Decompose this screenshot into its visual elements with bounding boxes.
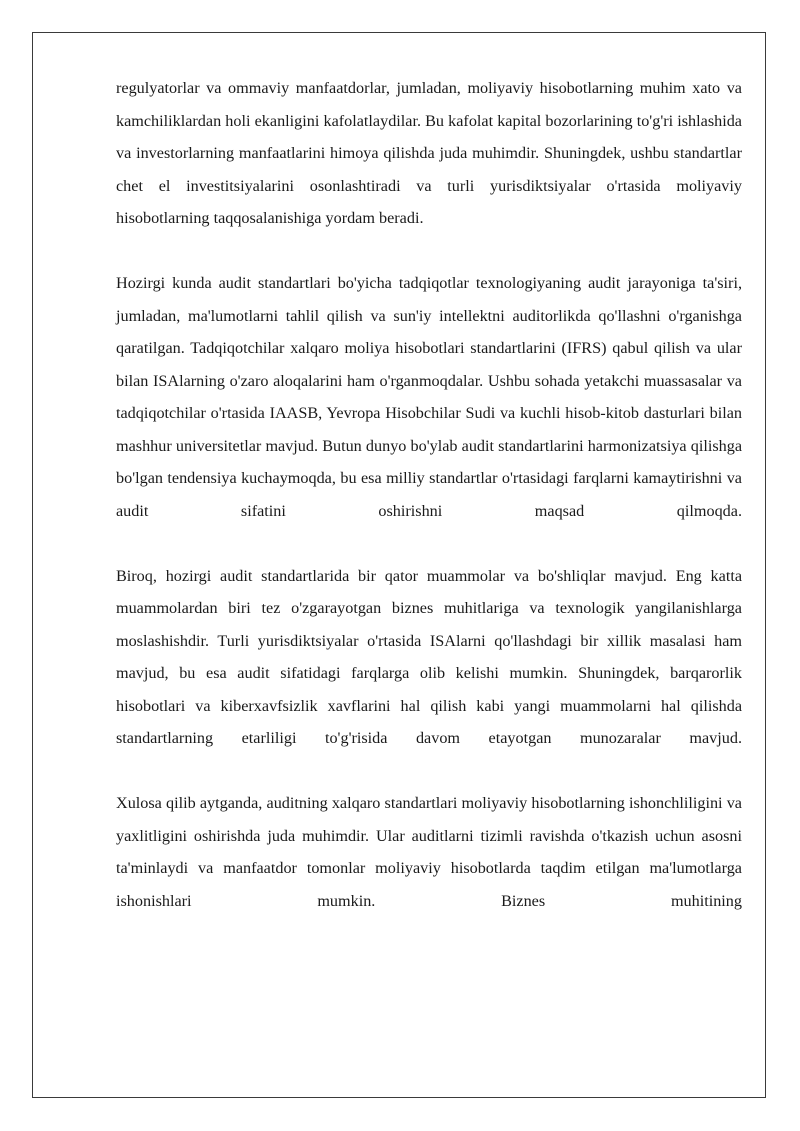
paragraph-gap [116,527,742,560]
document-body [116,72,742,917]
paragraph-gap [116,755,742,788]
paragraph-3: Biroq, hozirgi audit standartlarida bir qator muammolar va bo'shliqlar mavjud. Eng katta muammolardan biri tez o'zgarayotgan biznes muhitlariga va texnologik yangilanishlarga moslashishdir. Turli yurisdiktsiyalar o'rtasida ISAlarni qo'llashdagi bir xillik masalasi ham mavjud, bu esa audit sifatidagi farqlarga olib kelishi mumkin. Shuningdek, barqarorlik hisobotlari va kiberxavfsizlik xavflarini hal qilish kabi yangi muammolarni hal qilishda standartlarning etarliligi to'g'risida davom etayotgan munozaralar mavjud. [116,566,742,747]
paragraph-2: Hozirgi kunda audit standartlari bo'yicha tadqiqotlar texnologiyaning audit jarayoniga ta'siri, jumladan, ma'lumotlarni tahlil qilish va sun'iy intellektni auditorlikda qo'llashni o'rganishga qaratilgan. Tadqiqotchilar xalqaro moliya hisobotlari standartlarini (IFRS) qabul qilish va ular bilan ISAlarning o'zaro aloqalarini ham o'rganmoqdalar. Ushbu sohada yetakchi muassasalar va tadqiqotchilar o'rtasida IAASB, Yevropa Hisobchilar Sudi va kuchli hisob-kitob dasturlari bilan mashhur universitetlar mavjud. Butun dunyo bo'ylab audit standartlarini harmonizatsiya qilishga bo'lgan tendensiya kuchaymoqda, bu esa milliy standartlar o'rtasidagi farqlarni kamaytirishni va audit sifatini oshirishni maqsad qilmoqda. [116,274,742,520]
paragraph-gap [116,235,742,268]
paragraph-1: regulyatorlar va ommaviy manfaatdorlar, jumladan, moliyaviy hisobotlarning muhim xato va kamchiliklardan holi ekanligini kafolatlaydilar. Bu kafolat kapital bozorlarining to'g'ri ishlashida va investorlarning manfaatlarini himoya qilishda juda muhimdir. Shuningdek, ushbu standartlar chet el investitsiyalarini osonlashtiradi va turli yurisdiktsiyalar o'rtasida moliyaviy hisobotlarning taqqosalanishiga yordam beradi. [116,79,742,227]
paragraph-4: Xulosa qilib aytganda, auditning xalqaro standartlari moliyaviy hisobotlarning ishonchliligini va yaxlitligini oshirishda juda muhimdir. Ular auditlarni tizimli ravishda o'tkazish uchun asosni ta'minlaydi va manfaatdor tomonlar moliyaviy hisobotlarda taqdim etilgan ma'lumotlarga ishonishlari mumkin. Biznes muhitining [116,794,742,910]
